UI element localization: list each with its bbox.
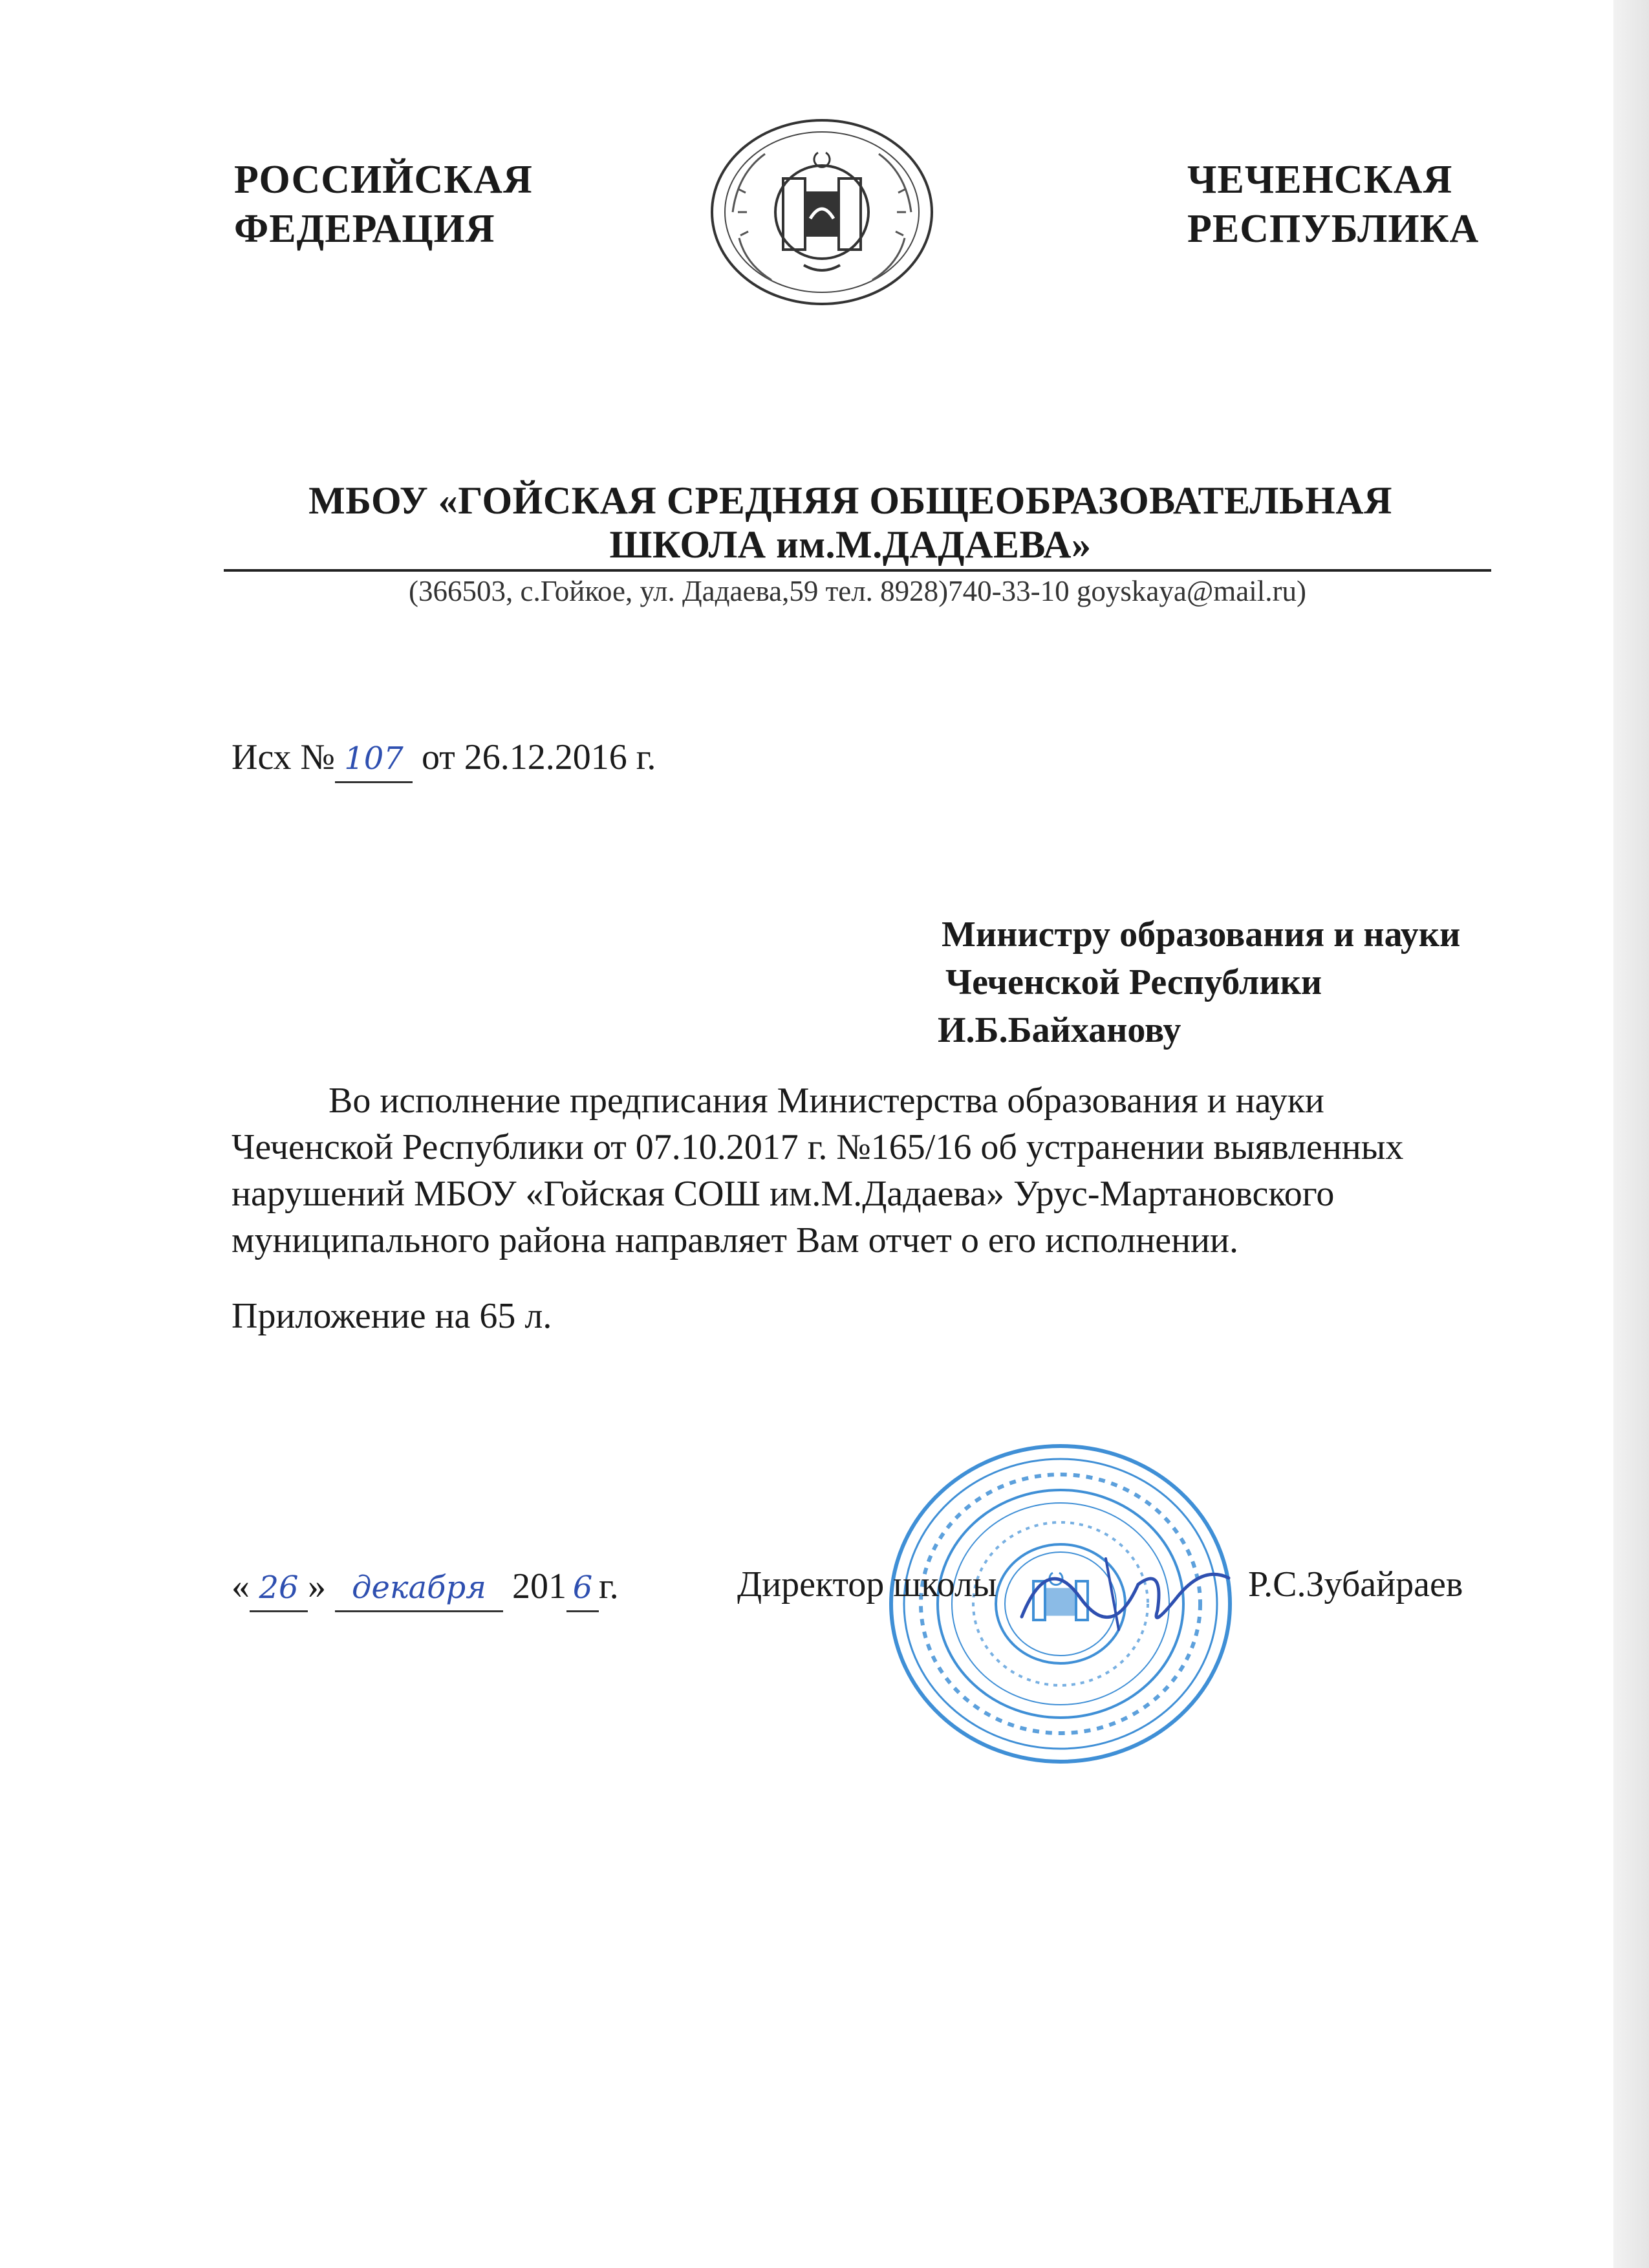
date-month-handwritten: декабря bbox=[335, 1565, 503, 1612]
outgoing-number-handwritten: 107 bbox=[335, 736, 413, 783]
school-name-line2: ШКОЛА им.М.ДАДАЕВА» bbox=[609, 523, 1092, 566]
recipient-line1: Министру образования и науки bbox=[942, 914, 1461, 955]
date-open-quote: « bbox=[232, 1566, 250, 1606]
recipient-line2: Чеченской Республики bbox=[945, 962, 1322, 1002]
body-line2: Чеченской Республики от 07.10.2017 г. №165/16 об устранении выявленных bbox=[232, 1127, 1404, 1167]
date-year-digit-handwritten: 6 bbox=[566, 1565, 599, 1612]
director-title: Директор школы bbox=[737, 1564, 997, 1604]
date-year-suffix: г. bbox=[599, 1566, 619, 1606]
header-right-line2: РЕСПУБЛИКА bbox=[1187, 207, 1480, 251]
school-name-line1: МБОУ «ГОЙСКАЯ СРЕДНЯЯ ОБЩЕОБРАЗОВАТЕЛЬНАЯ bbox=[308, 479, 1392, 522]
coat-of-arms-icon bbox=[707, 115, 938, 309]
recipient-block bbox=[938, 911, 1461, 1054]
header-left bbox=[234, 155, 533, 254]
body-line4: муниципального района направляет Вам отчет о его исполнении. bbox=[232, 1220, 1238, 1260]
school-name bbox=[220, 479, 1481, 567]
recipient-line3: И.Б.Байханову bbox=[938, 1010, 1181, 1050]
appendix-note: Приложение на 65 л. bbox=[232, 1296, 552, 1336]
outgoing-number bbox=[232, 735, 656, 783]
body-paragraph bbox=[232, 1077, 1499, 1264]
school-address: (366503, с.Гойкое, ул. Дадаева,59 тел. 8928)740-33-10 goyskaya@mail.ru) bbox=[409, 575, 1306, 607]
outgoing-date: от 26.12.2016 г. bbox=[422, 737, 656, 777]
date-year-prefix: 201 bbox=[512, 1566, 566, 1606]
date-day-handwritten: 26 bbox=[250, 1565, 308, 1612]
header-left-line1: РОССИЙСКАЯ bbox=[234, 158, 533, 202]
outgoing-prefix: Исх № bbox=[232, 737, 335, 777]
header-left-line2: ФЕДЕРАЦИЯ bbox=[234, 207, 495, 251]
body-line3: нарушений МБОУ «Гойская СОШ им.М.Дадаева» Урус-Мартановского bbox=[232, 1174, 1335, 1214]
header-right bbox=[1187, 155, 1479, 254]
header-right-line1: ЧЕЧЕНСКАЯ bbox=[1187, 158, 1453, 202]
scan-edge-shadow bbox=[1613, 0, 1649, 2268]
signer-name: Р.С.Зубайраев bbox=[1248, 1564, 1463, 1604]
body-line1: Во исполнение предписания Министерства образования и науки bbox=[329, 1081, 1324, 1121]
date-close-quote: » bbox=[308, 1566, 326, 1606]
